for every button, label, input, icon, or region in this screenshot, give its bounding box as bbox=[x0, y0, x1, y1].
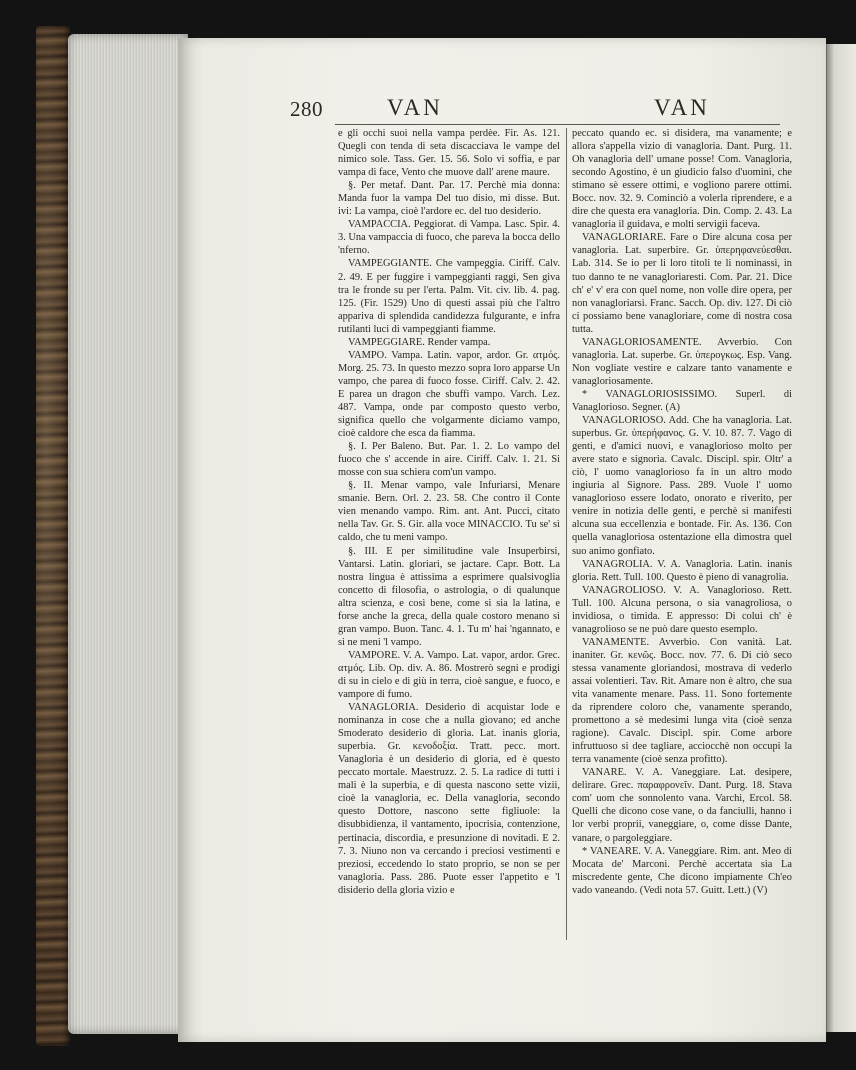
dictionary-entry: §. III. E per similitudine vale Insuperbirsi, Vantarsi. Latin. gloriari, se jactare. Capr. Bott. La nostra lingua è attissima a esprimere qualsivoglia concetto di filosofia, o astrologia, o di qualunque altra scienza, e così bene, come si sia la latina, e forse anche la greca, della quale costoro menano sì gran vampo. Buon. Tanc. 4. 1. Tu m' hai 'ngannato, e si ne meni 'l vampo. bbox=[338, 545, 560, 648]
leather-binding bbox=[36, 26, 70, 1046]
dictionary-entry: peccato quando ec. si disidera, ma vanamente; e allora s'appella vizio di vanagloria. Dant. Purg. 11. Oh vanagloria dell' umane posse! Com. Vanagloria, secondo Agostino, è un giudicio falso d'uomini, che stimano sè essere ottimi, e vogliono parere ottimi. Bocc. nov. 32. 9. Cominciò a volerla riprendere, e a dire che questa era vanagloria. Din. Comp. 2. 43. La vanagloria il guidava, e molti servigii faceva. bbox=[572, 128, 792, 231]
page-number: 280 bbox=[290, 97, 323, 121]
dictionary-entry: VANAGLORIARE. Fare o Dire alcuna cosa per vanagloria. Lat. superbire. Gr. ὑπερηφανεύεσθαι. Lab. 314. Se io per li loro titoli te li nominassi, in tuo danno te ne vanagloriaresti. Com. Par. 21. Dice ch' e' v' era con quel nome, non volle dire opera, per non vanagloriarsi. Franc. Sacch. Op. div. 127. Di ciò ci possiamo bene vanagloriare, come di nostra cosa tutta. bbox=[572, 232, 792, 335]
dictionary-entry: * VANEARE. V. A. Vaneggiare. Rim. ant. Meo di Mocata de' Marconi. Perchè accertata sia La miscredente gente, Che dicono impiamente Ch'eo vado vaneando. (Vedi nota 57. Guitt. Lett.) (V) bbox=[572, 845, 792, 896]
dictionary-entry: VANAGLORIA. Desiderio di acquistar lode e nominanza in cose che a nulla giovano; ed anche Smoderato desiderio di gloria. Lat. inanis gloria, superbia. Gr. κενοδοξία. Tratt. pecc. mort. Vanagloria è un desiderio di gloria, ed è questo peccato mortale. Maestruzz. 2. 5. La radice di tutti i mali è la superbia, e di questa nascono sette vizii, cioè la vanagloria, ec. Della vanagloria, secondo questo Dottore, nascono sette figliuole: la disubbidienza, il vantamento, ipocrisia, contenzione, pertinacia, discordia, e presunzione di novitadi. E 2. 7. 3. Niuno non va cercando i preciosi vestimenti e preziosi, eccedendo lo stato proprio, se non se per vanagloria. Pass. 286. Puote esser l'appetito e 'l disiderio della gloria vizio e bbox=[338, 702, 560, 896]
left-column bbox=[338, 127, 560, 897]
dictionary-entry: §. Per metaf. Dant. Par. 17. Perchè mia donna: Manda fuor la vampa Del tuo disio, mi disse. But. ivi: La vampa, cioè l'ardore ec. del tuo desiderio. bbox=[338, 180, 560, 218]
header-rule bbox=[335, 124, 780, 125]
dictionary-entry: VAMPORE. V. A. Vampo. Lat. vapor, ardor. Grec. ατμός. Lib. Op. div. A. 86. Mostrerò segni e prodigi di su in cielo e di giù in terra, cioè sangue, e fuoco, e vampore di fumo. bbox=[338, 649, 560, 701]
dictionary-entry: VAMPEGGIARE. Render vampa. bbox=[348, 336, 491, 348]
dictionary-entry: §. I. Per Baleno. But. Par. 1. 2. Lo vampo del fuoco che s' accende in aire. Ciriff. Calv. 1. 21. Si mosse con sua schiera com'un vampo. bbox=[338, 441, 560, 479]
dictionary-entry: VAMPO. Vampa. Latin. vapor, ardor. Gr. ατμός. Morg. 25. 73. In questo mezzo sopra loro apparse Un vampo, che parea di fuoco fosse. Ciriff. Calv. 2. 42. E parea un dragon che sbuffi vampo. Varch. Lez. 487. Vampa, onde par composto questo verbo, significa quello che volgarmente diciamo vampo, cioè caldore che esca da fiamma. bbox=[338, 349, 560, 440]
right-column bbox=[572, 127, 792, 897]
dictionary-entry: VANAGLORIOSO. Add. Che ha vanagloria. Lat. superbus. Gr. ὑπερήφανος. G. V. 10. 87. 7. Vago di genti, e d'amici nuovi, e vanaglorioso molto per avere stato e signoria. Cavalc. Discipl. spir. Oltr' a ciò, l' uomo vanaglorioso fa in un altro modo ingiuria al Signore. Pass. 289. Vuole l' uomo vanaglorioso essere lodato, onorato e riverito, per venire in notizia delle genti, e perchè si manifesti alcuna sua eccellenzia e bontade. Fir. As. 136. Con quella vanagloriosa ostentazione ella dimostra quel suo animo gonfiato. bbox=[572, 415, 792, 557]
facing-page-edge bbox=[826, 44, 856, 1032]
column-divider bbox=[566, 128, 567, 940]
dictionary-entry: VANAGROLIOSO. V. A. Vanaglorioso. Rett. Tull. 100. Alcuna persona, o sia vanagroliosa, o invidiosa, o timida. E appresso: Di colui ch' è vanagrolioso se ne può dare questo esemplo. bbox=[572, 584, 792, 635]
running-head-left: VAN bbox=[387, 95, 443, 120]
dictionary-entry: VANAGROLIA. V. A. Vanagloria. Latin. inanis gloria. Rett. Tull. 100. Questo è pieno di vanagrolia. bbox=[572, 558, 792, 583]
dictionary-entry: VANAMENTE. Avverbio. Con vanità. Lat. inaniter. Gr. κενῶς. Bocc. nov. 77. 6. Di ciò seco stessa vanamente gloriandosi, mostrava di vederlo assai volentieri. Tav. Rit. Amare non è altro, che sua vita vanamente menare. Pass. 11. Sono fortemente da riprendere coloro che, vanamente sperando, promettono a sè medesimi lunga vita (cioè senza ragione). Cavalc. Discipl. spir. Come arbore infruttuoso si dee tagliare, acciocchè non occupi la terra vanamente (cioè senza profitto). bbox=[572, 636, 792, 766]
dictionary-entry: * VANAGLORIOSISSIMO. Superl. di Vanaglorioso. Segner. (A) bbox=[572, 388, 792, 413]
dictionary-entry: VAMPEGGIANTE. Che vampeggia. Ciriff. Calv. 2. 49. E per fuggire i vampeggianti raggi, Sen giva tra le fronde su per l'erta. Palm. Vit. civ. lib. 4. pag. 125. (Fir. 1529) Uno di questi assai più che l'altro appariva di splendida candidezza fulgurante, e infra rutilanti luci di vampeggianti fiamme. bbox=[338, 258, 560, 335]
running-head-right: VAN bbox=[654, 95, 710, 120]
page-edges bbox=[68, 34, 188, 1034]
dictionary-entry: e gli occhi suoi nella vampa perdèe. Fir. As. 121. Quegli con tenda di seta discacciava le vampe del nimico sole. Tass. Ger. 15. 56. Solo vi soffia, e par vampa di face, Vento che muove dall' arene maure. bbox=[338, 128, 560, 179]
dictionary-entry: §. II. Menar vampo, vale Infuriarsi, Menare smanie. Bern. Orl. 2. 23. 58. Che contro il Conte vien menando vampo. Rim. ant. Ant. Pucci, citato nella Tav. Gr. S. Gir. alla voce MINACCIO. Tu se' sì caldo, che tu meni vampo. bbox=[338, 480, 560, 544]
dictionary-entry: VANARE. V. A. Vaneggiare. Lat. desipere, delirare. Grec. παραφρονεῖν. Dant. Purg. 18. Stava com' uom che sonnolento vana. Varchi, Ercol. 58. Quelli che dicono cose vane, o da fanciulli, hanno i lor verbi proprii, vaneggiare, o, come disse Dante, vanare, o pargoleggiare. bbox=[572, 767, 792, 844]
dictionary-entry: VANAGLORIOSAMENTE. Avverbio. Con vanagloria. Lat. superbe. Gr. ὑπερογκως. Esp. Vang. Non vogliate vestire e calzare tanto vanamente e vanagloriosamente. bbox=[572, 336, 792, 387]
dictionary-entry: VAMPACCIA. Peggiorat. di Vampa. Lasc. Spir. 4. 3. Una vampaccia di fuoco, che pareva la bocca dello 'nferno. bbox=[338, 219, 560, 257]
